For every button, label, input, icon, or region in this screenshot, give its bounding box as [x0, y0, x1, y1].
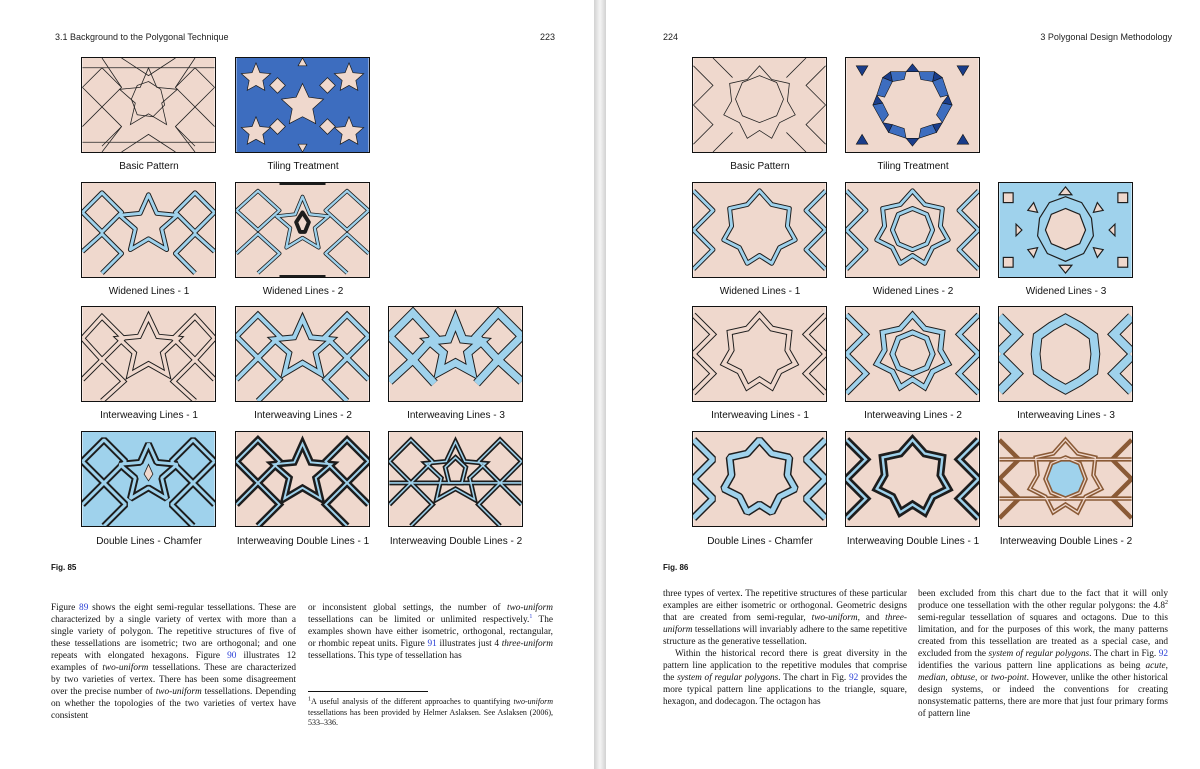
term: three-uniform: [663, 613, 908, 635]
tile-interweaving-lines-1-right: [692, 306, 827, 402]
interweaving-lines-2-graphic: [846, 307, 979, 401]
widened-lines-1-graphic: [82, 183, 215, 277]
running-head-right: 3 Polygonal Design Methodology: [1040, 32, 1172, 42]
caption-interweaving-lines-1: Interweaving Lines - 1: [100, 410, 198, 421]
widened-lines-2-graphic: [846, 183, 979, 277]
term: two-uniform: [102, 663, 149, 673]
interweaving-double-lines-2-graphic: [389, 432, 522, 526]
link-figure-92[interactable]: 92: [848, 673, 859, 683]
text: tessellations. These are characterized by two varieties of vertex. There has been some disagreement over the precise number of: [51, 663, 296, 697]
text: semi-regular tessellation of squares and octagons. Due to this limitation, and for the purposes of this work, the many patterns created from this tessellation are treated as a special case, and excluded from the: [918, 613, 1168, 659]
tile-widened-lines-2-left: [235, 182, 370, 278]
tile-tiling-treatment-right: [845, 57, 980, 153]
double-lines-chamfer-graphic: [693, 432, 826, 526]
text: Figure: [51, 603, 76, 613]
caption-basic-pattern: Basic Pattern: [730, 161, 790, 172]
text: identifies the various pattern line applications as being: [918, 661, 1141, 671]
double-lines-chamfer-graphic: [82, 432, 215, 526]
text: been excluded from this chart due to the fact that it will only produce one tessellation with the other regular polygons: the 4.8: [918, 589, 1168, 611]
superscript: 2: [1165, 599, 1168, 606]
caption-interweaving-lines-1: Interweaving Lines - 1: [711, 410, 809, 421]
text: , or: [974, 673, 988, 683]
book-gutter: [594, 0, 606, 769]
tile-double-lines-chamfer-right: [692, 431, 827, 527]
link-figure-92[interactable]: 92: [1158, 649, 1169, 659]
text: illustrates 12 examples of: [51, 651, 296, 673]
tile-interweaving-lines-2-left: [235, 306, 370, 402]
basic-pattern-graphic: [693, 58, 826, 152]
caption-interweaving-lines-2: Interweaving Lines - 2: [864, 410, 962, 421]
tile-interweaving-lines-2-right: [845, 306, 980, 402]
caption-interweaving-double-lines-2: Interweaving Double Lines - 2: [389, 536, 523, 547]
running-head-left: 3.1 Background to the Polygonal Technique: [55, 32, 229, 42]
figure-label-85: Fig. 85: [51, 563, 77, 572]
text: shows the eight semi-regular tessellations. These are characterized by a single variety of vertex with more than a single variety of polygon. The repetitive structures of five of these tessellations are isometric; two are orthogonal; and one repeats with elongated hexagons. Figure: [51, 603, 296, 661]
footnote-marker[interactable]: 1: [529, 613, 533, 620]
term: acute: [1145, 661, 1166, 671]
tile-interweaving-lines-3-right: [998, 306, 1133, 402]
text: ,: [1165, 661, 1168, 671]
text: tessellations will invariably adhere to the same repetitive structure as the generative tessellation.: [663, 625, 907, 647]
interweaving-double-lines-2-graphic: [999, 432, 1132, 526]
body-column-left-2: [308, 602, 553, 662]
caption-widened-lines-1: Widened Lines - 1: [108, 286, 190, 297]
caption-interweaving-double-lines-1: Interweaving Double Lines - 1: [846, 536, 980, 547]
interweaving-lines-3-graphic: [389, 307, 522, 401]
tile-interweaving-double-lines-1-right: [845, 431, 980, 527]
interweaving-double-lines-1-graphic: [236, 432, 369, 526]
tile-interweaving-double-lines-2-right: [998, 431, 1133, 527]
tile-interweaving-lines-1-left: [81, 306, 216, 402]
tile-interweaving-double-lines-2-left: [388, 431, 523, 527]
interweaving-lines-1-graphic: [82, 307, 215, 401]
caption-tiling-treatment: Tiling Treatment: [267, 161, 339, 172]
text: and: [865, 613, 880, 623]
caption-double-lines-chamfer: Double Lines - Chamfer: [96, 536, 202, 547]
caption-widened-lines-2: Widened Lines - 2: [262, 286, 344, 297]
figure-label-86: Fig. 86: [663, 563, 689, 572]
caption-basic-pattern: Basic Pattern: [119, 161, 179, 172]
text: provides the more typical pattern line applications to the triangle, square, hexagon, and dodecagon. The octagon has: [663, 673, 908, 707]
text: tessellations has been provided by Helmer Aslaksen. See Aslaksen (2006), 533–336.: [308, 707, 553, 727]
body-column-left-1: [51, 602, 296, 722]
footnote-1: [308, 697, 553, 729]
interweaving-lines-1-graphic: [693, 307, 826, 401]
tile-interweaving-lines-3-left: [388, 306, 523, 402]
footnote-rule: [308, 691, 428, 692]
caption-widened-lines-3: Widened Lines - 3: [1025, 286, 1107, 297]
link-figure-89[interactable]: 89: [79, 603, 89, 613]
tile-widened-lines-1-left: [81, 182, 216, 278]
caption-interweaving-lines-2: Interweaving Lines - 2: [254, 410, 352, 421]
tile-tiling-treatment-left: [235, 57, 370, 153]
widened-lines-2-graphic: [236, 183, 369, 277]
widened-lines-3-graphic: [999, 183, 1132, 277]
text: Within the historical record there is great diversity in the pattern line application to the repetitive modules that comprise the: [663, 649, 907, 683]
caption-tiling-treatment: Tiling Treatment: [877, 161, 949, 172]
left-page: [0, 0, 594, 769]
link-figure-90[interactable]: 90: [227, 651, 237, 661]
tile-double-lines-chamfer-left: [81, 431, 216, 527]
right-page: [606, 0, 1200, 769]
text: A useful analysis of the different approaches to quantifying: [311, 697, 511, 706]
caption-interweaving-double-lines-2: Interweaving Double Lines - 2: [999, 536, 1133, 547]
term: two-uniform,: [811, 613, 860, 623]
term: two-uniform: [507, 603, 553, 613]
tile-basic-pattern-right: [692, 57, 827, 153]
interweaving-lines-2-graphic: [236, 307, 369, 401]
term: obtuse: [950, 673, 975, 683]
caption-widened-lines-1: Widened Lines - 1: [719, 286, 801, 297]
text: tessellations. This type of tessellation has: [308, 651, 462, 661]
caption-interweaving-lines-3: Interweaving Lines - 3: [407, 410, 505, 421]
term: two-uniform: [155, 687, 202, 697]
interweaving-lines-3-graphic: [999, 307, 1132, 401]
text: . The chart in Fig.: [1089, 649, 1157, 659]
term: two-uniform: [513, 697, 554, 706]
footnote-number: 1: [308, 696, 311, 703]
text: ,: [945, 673, 948, 683]
link-figure-91[interactable]: 91: [427, 639, 437, 649]
text: . However, unlike the other historical design systems, or indeed the conventions for creating nonsystematic patterns, there are more that just four primary forms of pattern line: [918, 673, 1169, 719]
term: three-uniform: [501, 639, 553, 649]
text: tessellations. Depending on whether the topologies of the two varieties of vertex have consistent: [51, 687, 296, 721]
widened-lines-1-graphic: [693, 183, 826, 277]
term: system of regular polygons: [988, 649, 1090, 659]
tiling-treatment-graphic: [846, 58, 979, 152]
interweaving-double-lines-1-graphic: [846, 432, 979, 526]
tiling-treatment-graphic: [236, 58, 369, 152]
caption-widened-lines-2: Widened Lines - 2: [872, 286, 954, 297]
page-number-right: 224: [663, 32, 679, 42]
caption-interweaving-double-lines-1: Interweaving Double Lines - 1: [236, 536, 370, 547]
basic-pattern-graphic: [82, 58, 215, 152]
body-column-right-2: [918, 588, 1168, 720]
tile-interweaving-double-lines-1-left: [235, 431, 370, 527]
tile-basic-pattern-left: [81, 57, 216, 153]
tile-widened-lines-3-right: [998, 182, 1133, 278]
text: three types of vertex. The repetitive structures of these particular examples are either isometric or orthogonal. Geometric designs that are created from semi-regular,: [663, 589, 907, 623]
tile-widened-lines-2-right: [845, 182, 980, 278]
caption-interweaving-lines-3: Interweaving Lines - 3: [1017, 410, 1115, 421]
page-number-left: 223: [540, 32, 556, 42]
body-column-right-1: [663, 588, 907, 708]
term: system of regular polygons: [677, 673, 779, 683]
text: illustrates just 4: [439, 639, 500, 649]
text: The examples shown have either isometric, orthogonal, rectangular, or rhombic repeat units. Figure: [308, 615, 554, 649]
text: tessellations can be limited or unlimited respectively.: [308, 615, 530, 625]
term: two-point: [990, 673, 1027, 683]
caption-double-lines-chamfer: Double Lines - Chamfer: [707, 536, 813, 547]
text: or inconsistent global settings, the number of: [308, 603, 501, 613]
tile-widened-lines-1-right: [692, 182, 827, 278]
term: median: [918, 673, 946, 683]
text: . The chart in Fig.: [778, 673, 847, 683]
